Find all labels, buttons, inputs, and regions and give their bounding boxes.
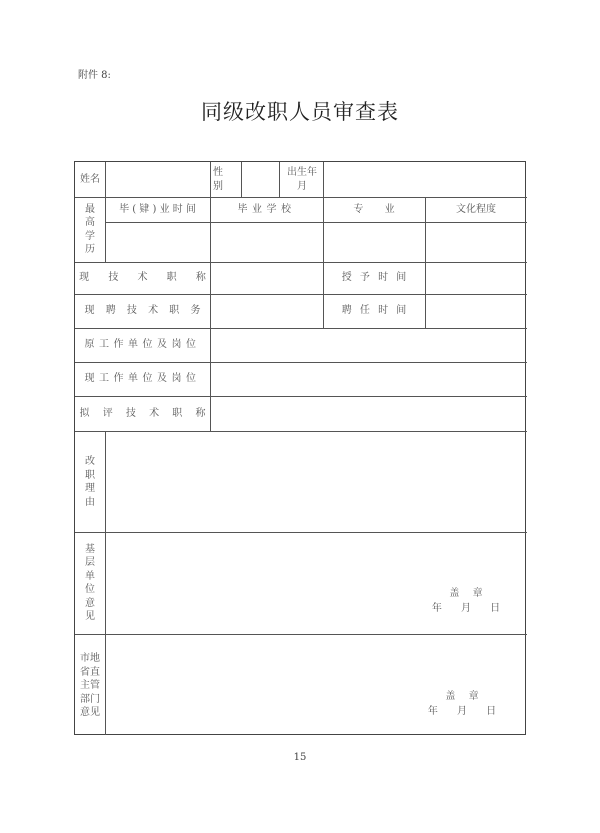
current-post-label: 现 聘 技 术 职 务 <box>84 305 201 317</box>
school-label: 毕业学校 <box>237 203 296 215</box>
department-opinion-label: 市地省直主管部门意见 <box>80 653 100 719</box>
col-divider <box>105 431 106 735</box>
review-form-table <box>74 161 526 735</box>
grassroots-seal <box>421 586 511 616</box>
major-label: 专 业 <box>353 203 395 215</box>
date-label: 年 月 日 <box>431 603 501 614</box>
page-title: 同级改职人员审查表 <box>201 100 399 124</box>
seal-label: 盖 章 <box>445 691 479 702</box>
reason-label: 改职理由 <box>85 456 95 508</box>
row-divider <box>75 431 527 432</box>
grant-time-label: 授 予 时 间 <box>341 272 407 284</box>
col-divider <box>279 162 280 197</box>
proposed-title-label: 拟 评 技 术 职 称 <box>79 407 206 419</box>
education-label: 最高学历 <box>85 203 95 255</box>
seal-label: 盖 章 <box>449 588 483 599</box>
page-number: 15 <box>293 752 307 763</box>
col-divider <box>323 162 324 197</box>
original-unit-label: 原工作单位及岗位 <box>84 339 201 351</box>
appoint-time-label: 聘 任 时 间 <box>341 305 407 317</box>
grassroots-opinion-label: 基层单位意见 <box>85 543 95 622</box>
grad-time-label: 毕 ( 肄 ) 业 时 间 <box>119 204 196 215</box>
attachment-label: 附件 8: <box>78 70 111 81</box>
department-seal <box>417 689 507 719</box>
current-title-label: 现 技 术 职 称 <box>79 272 206 284</box>
gender-label: 性别 <box>213 167 223 192</box>
current-unit-label: 现工作单位及岗位 <box>84 373 201 385</box>
date-label: 年 月 日 <box>427 706 497 717</box>
row-divider <box>75 532 527 533</box>
col-divider <box>241 162 242 197</box>
culture-label: 文化程度 <box>456 203 496 215</box>
row-divider <box>75 634 527 635</box>
birth-label: 出生年月 <box>287 167 317 192</box>
name-label: 姓名 <box>80 173 100 185</box>
row-divider <box>105 222 527 223</box>
